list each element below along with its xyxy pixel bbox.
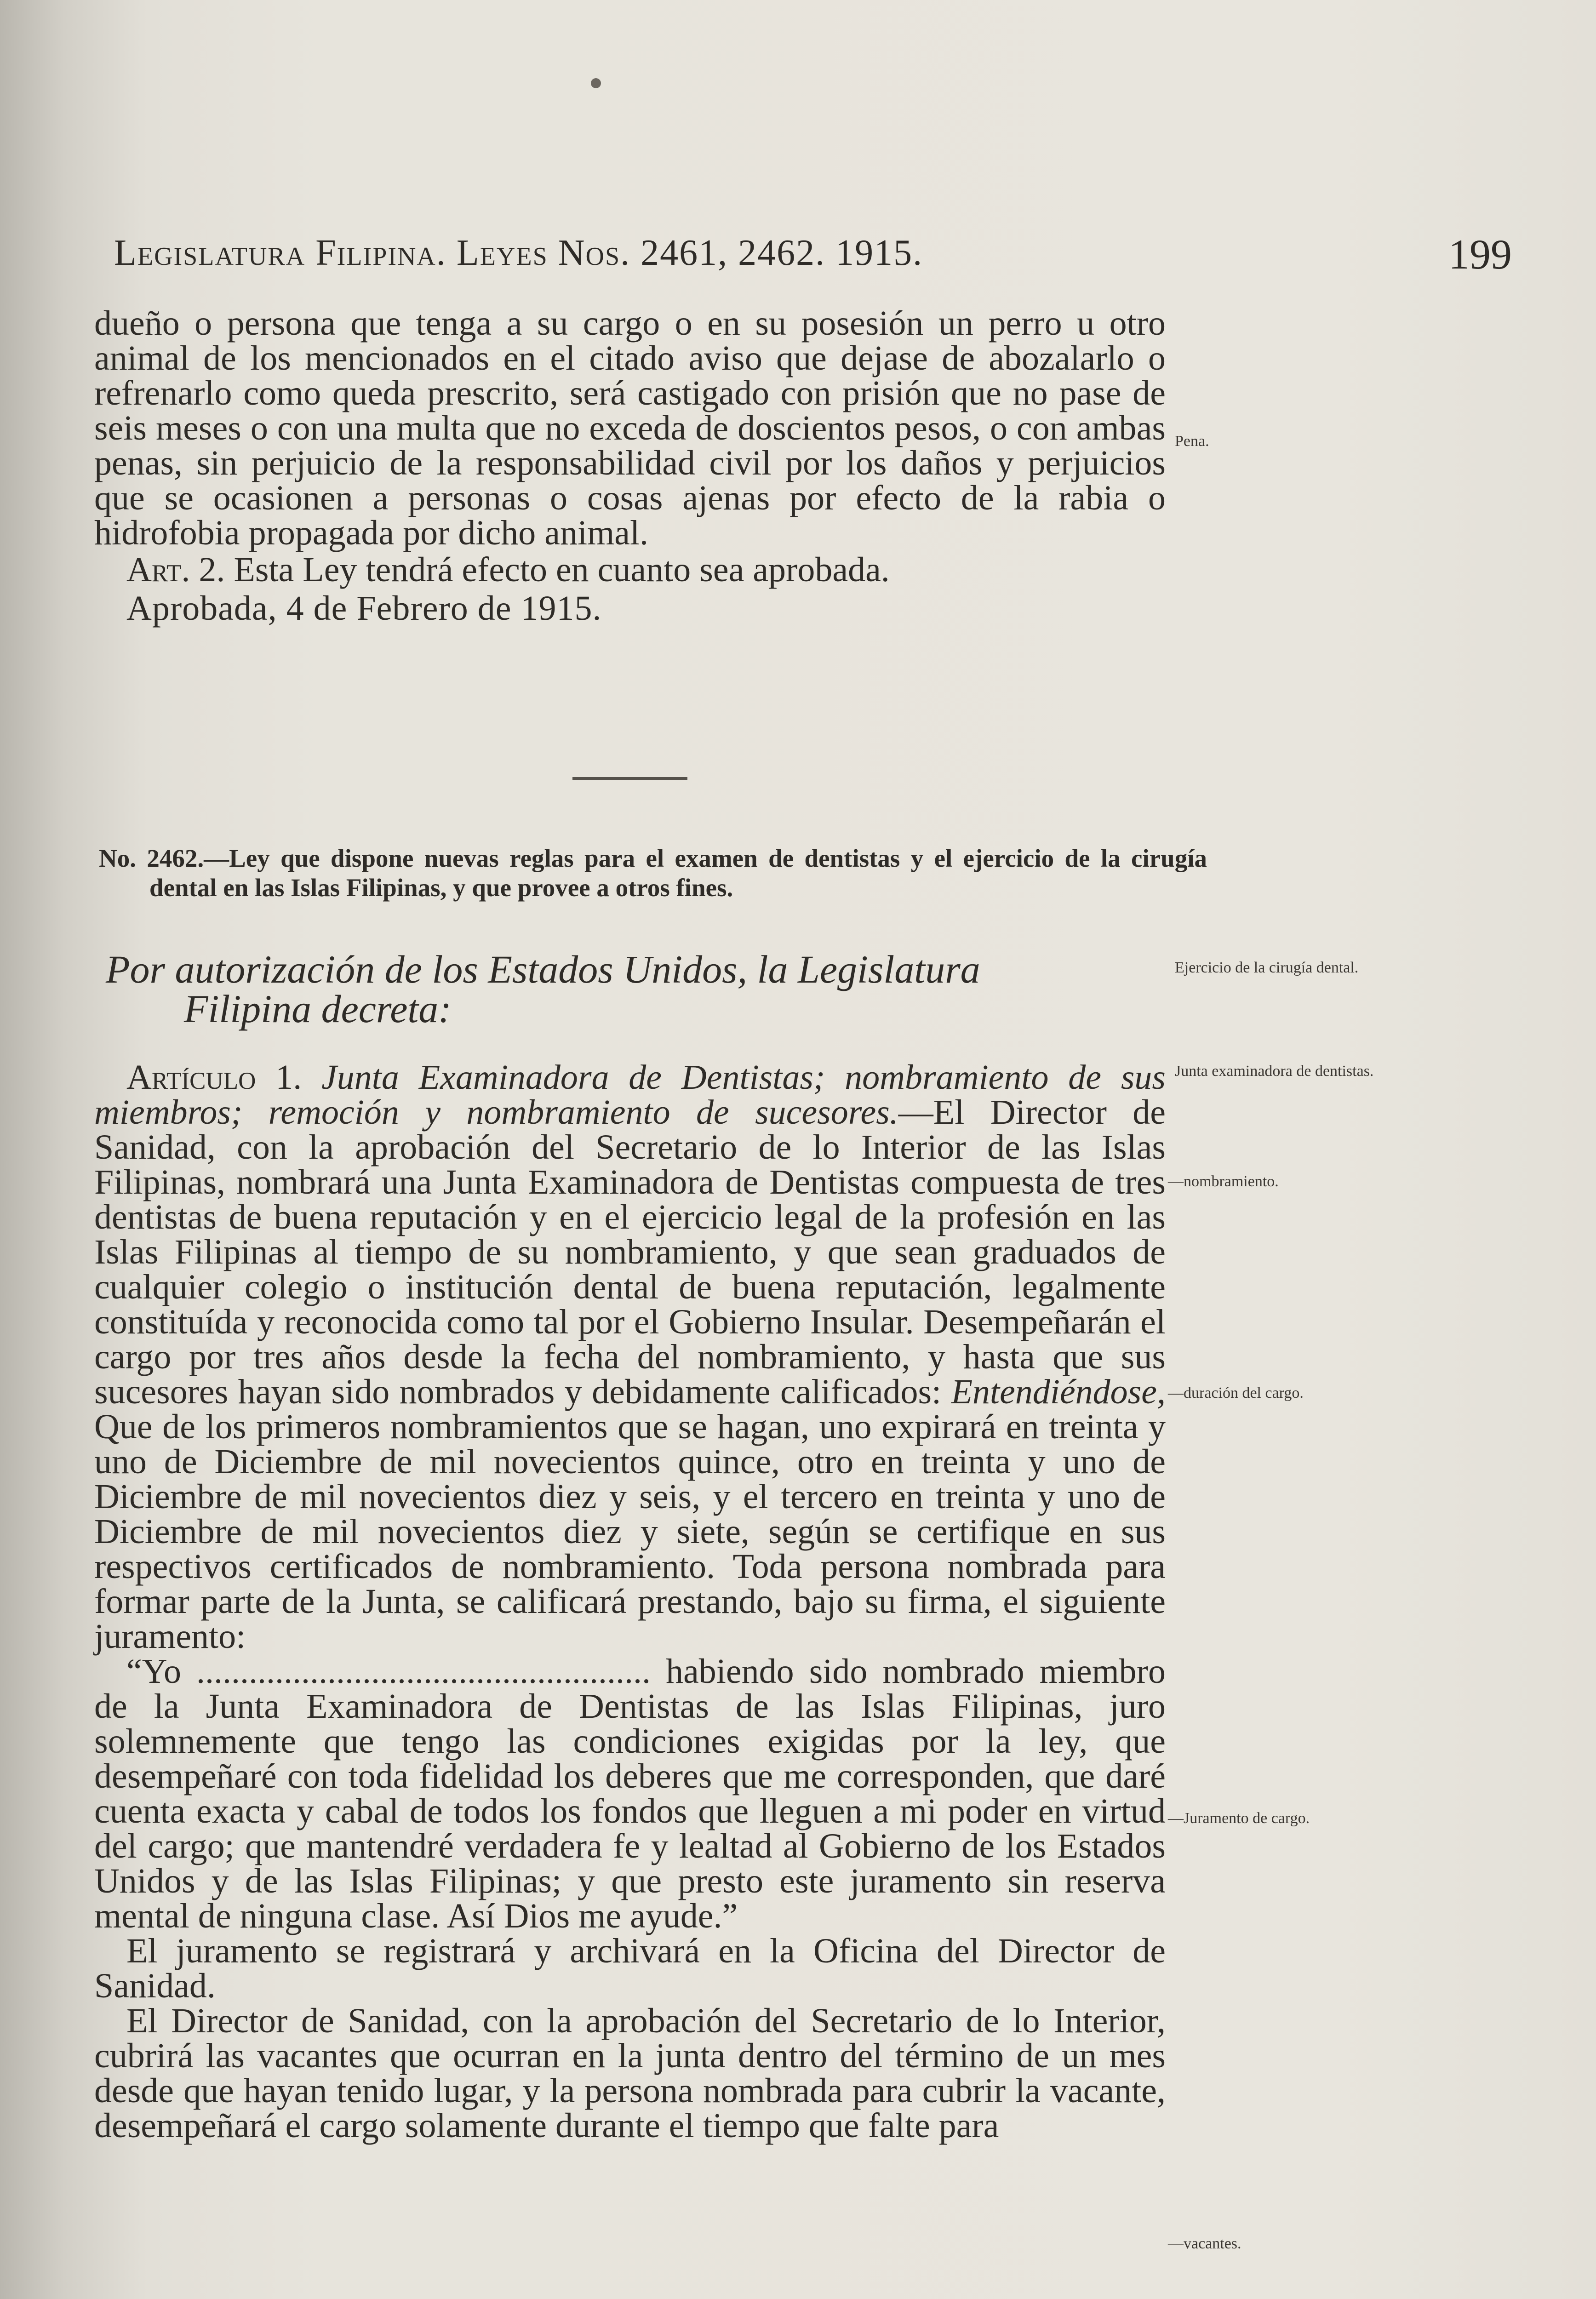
margin-note-ejercicio: Ejercicio de la cirugía dental. [1175,959,1359,976]
article-1-proviso: Entendiéndose, [951,1373,1166,1411]
section-divider [572,777,687,780]
ink-smudge [591,78,601,88]
margin-note-juramento: —Juramento de cargo. [1168,1810,1310,1827]
article-1-text-b: Que de los primeros nombramientos que se hagan, uno expirará en treinta y uno de Diciembre de mil novecientos quince, otro en treinta y uno de Diciembre de mil novecientos diez y seis, y el tercero en treinta y uno de Diciembre de mil novecientos diez y siete, según se certifique en sus respectivos certificados de nombramiento. Toda persona nombrada para formar parte de la Junta, se calificará prestando, bajo su firma, el siguiente juramento: [94,1407,1166,1656]
article-1-text-a: —El Director de Sanidad, con la aprobación del Secretario de lo Interior de las Islas Filipinas, nombrará una Junta Examinadora de Dentistas compuesta de tres dentistas de buena reputación y en el ejercicio legal de la profesión en las Islas Filipinas al tiempo de su nombramiento, y que sean graduados de cualquier colegio o institución dental de buena reputación, legalmente constituída y reconocida como tal por el Gobierno Insular. Desempeñarán el cargo por tres años desde la fecha del nombramiento, y hasta que sus sucesores hayan sido nombrados y debidamente calificados: [94,1093,1166,1411]
article-1-paragraph [94,1060,1166,1654]
article-2-text: Esta Ley tendrá efecto en cuanto sea aprobada. [234,550,890,589]
article-1-section [94,1060,1166,2143]
page-number: 199 [1448,231,1512,278]
margin-note-junta: Junta examinadora de dentistas. [1175,1063,1374,1080]
running-head: Legislatura Filipina. Leyes Nos. 2461, 2462. 1915. [114,233,923,273]
enacting-clause [106,949,1173,1029]
margin-note-vacantes: —vacantes. [1168,2235,1241,2252]
oath-start: “Yo [126,1652,182,1691]
penalty-paragraph: dueño o persona que tenga a su cargo o en su posesión un perro u otro animal de los mencionados en el citado aviso que dejase de abozalarlo o refrenarlo como queda prescrito, será castigado con prisión que no pase de seis meses o con una multa que no exceda de doscientos pesos, o con ambas penas, sin perjuicio de la responsabilidad civil por los daños y perjuicios que se ocasionen a personas o cosas ajenas por efecto de la rabia o hidrofobia propagada por dicho animal. [94,304,1166,552]
enacting-line-2: Filipina decreta: [184,987,452,1031]
enacting-line-1: Por autorización de los Estados Unidos, la Legislatura [106,947,980,991]
register-paragraph: El juramento se registrará y archivará en la Oficina del Director de Sanidad. [94,1932,1166,2005]
margin-note-pena: Pena. [1175,433,1209,450]
article-2 [94,552,1166,587]
oath-text: habiendo sido nombrado miembro de la Junta Examinadora de Dentistas de las Islas Filipinas, juro solemnemente que tengo las condiciones exigidas por la ley, que desempeñaré con toda fidelidad los deberes que me corresponden, que daré cuenta exacta y cabal de todos los fondos que lleguen a mi poder en virtud del cargo; que mantendré verdadera fe y lealtad al Gobierno de los Estados Unidos y de las Islas Filipinas; y que presto este juramento sin reserva mental de ninguna clase. Así Dios me ayude.” [94,1652,1166,1935]
vacancies-paragraph: El Director de Sanidad, con la aprobación del Secretario de lo Interior, cubrirá las vacantes que ocurran en la junta dentro del término de un mes desde que hayan tenido lugar, y la persona nombrada para cubrir la vacante, desempeñará el cargo solamente durante el tiempo que falte para [94,2002,1166,2145]
margin-note-duracion: —duración del cargo. [1168,1384,1304,1401]
law-caption: No. 2462.—Ley que dispone nuevas reglas para el examen de dentistas y el ejercicio de la cirugía dental en las Islas Filipinas, y que provee a otros fines. [99,844,1207,902]
article-2-label: Art. 2. [126,550,225,589]
oath-paragraph [94,1654,1166,1933]
oath-blank: .................................................... [196,1652,651,1691]
article-1-label: Artículo 1. [126,1058,302,1097]
approval-date: Aprobada, 4 de Febrero de 1915. [126,589,602,628]
margin-note-nombramiento: —nombramiento. [1168,1173,1279,1190]
article-1-heading: Junta Examinadora de Dentistas; nombramiento de sus miembros; remoción y nombramiento de sucesores. [94,1058,1166,1132]
top-section [94,306,1166,626]
